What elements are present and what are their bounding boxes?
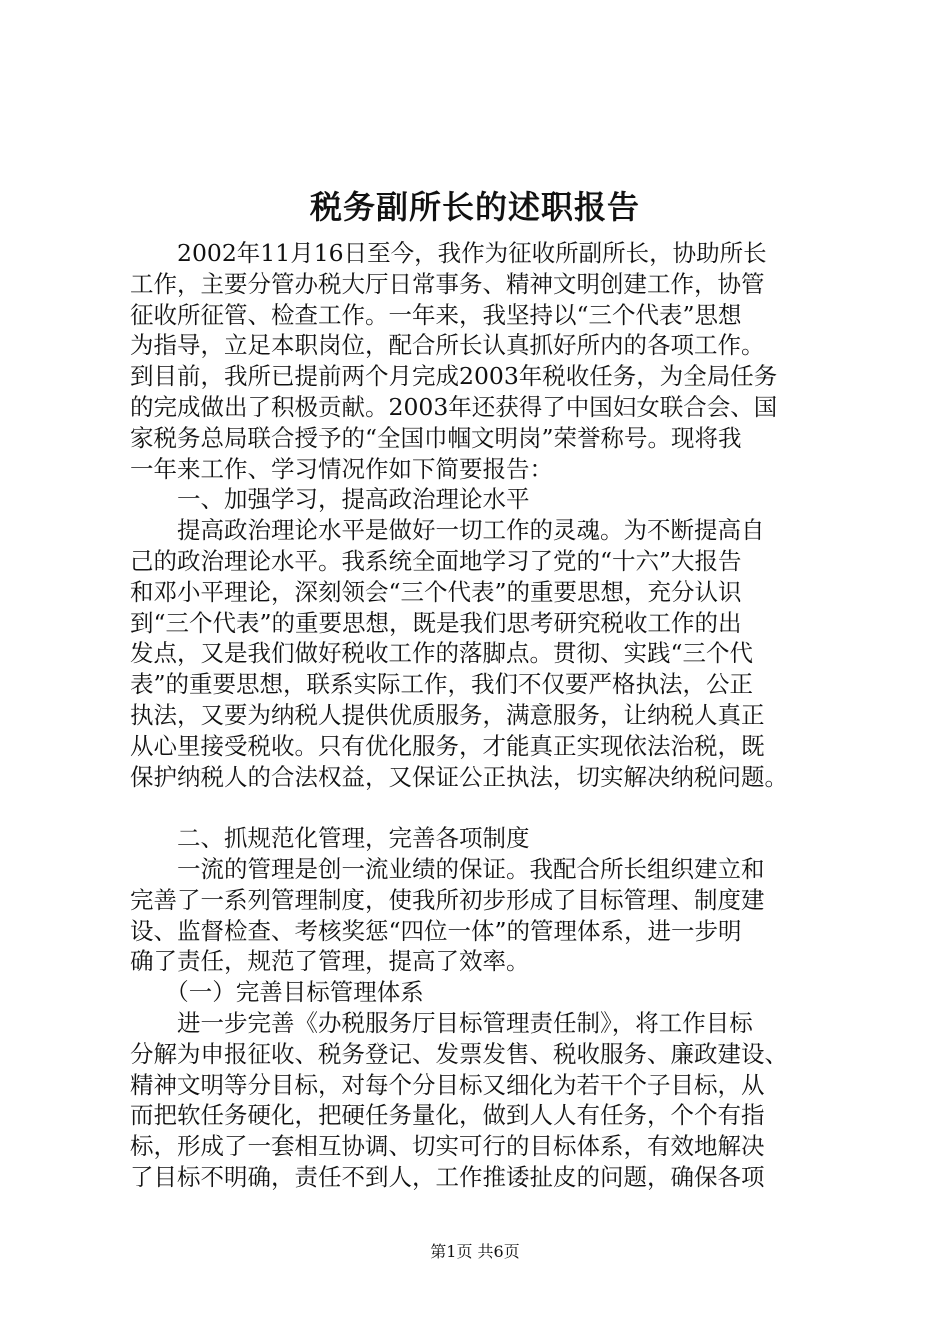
body-line: 精神文明等分目标，对每个分目标又细化为若干个子目标，从 (130, 1070, 765, 1099)
body-line: 工作，主要分管办税大厅日常事务、精神文明创建工作，协管 (130, 269, 765, 298)
body-line: 执法，又要为纳税人提供优质服务，满意服务，让纳税人真正 (130, 700, 765, 729)
section-heading: 一、加强学习，提高政治理论水平 (130, 485, 530, 514)
body-line: 提高政治理论水平是做好一切工作的灵魂。为不断提高自 (130, 516, 765, 545)
body-line: 一年来工作、学习情况作如下简要报告： (130, 454, 553, 483)
body-line: 到“三个代表”的重要思想，既是我们思考研究税收工作的出 (130, 608, 742, 637)
body-line: 征收所征管、检查工作。一年来，我坚持以“三个代表”思想 (130, 300, 742, 329)
body-line: 而把软任务硬化，把硬任务量化，做到人人有任务，个个有指 (130, 1101, 765, 1130)
subsection-heading: （一）完善目标管理体系 (130, 978, 424, 1007)
body-line: 从心里接受税收。只有优化服务，才能真正实现依法治税，既 (130, 731, 765, 760)
section-heading: 二、抓规范化管理，完善各项制度 (130, 824, 530, 853)
body-line: 标，形成了一套相互协调、切实可行的目标体系，有效地解决 (130, 1132, 765, 1161)
body-line: 为指导，立足本职岗位，配合所长认真抓好所内的各项工作。 (130, 331, 765, 360)
paragraph-gap (130, 792, 835, 823)
body-line: 家税务总局联合授予的“全国巾帼文明岗”荣誉称号。现将我 (130, 423, 742, 452)
body-line: 一流的管理是创一流业绩的保证。我配合所长组织建立和 (130, 854, 765, 883)
body-line: 分解为申报征收、税务登记、发票发售、税收服务、廉政建设、 (130, 1039, 788, 1068)
body-line: 了目标不明确，责任不到人，工作推诿扯皮的问题，确保各项 (130, 1162, 765, 1191)
document-title: 税务副所长的述职报告 (309, 188, 640, 226)
body-line: 设、监督检查、考核奖惩“四位一体”的管理体系，进一步明 (130, 916, 742, 945)
body-line: 保护纳税人的合法权益，又保证公正执法，切实解决纳税问题。 (130, 762, 788, 791)
body-line: 表”的重要思想，联系实际工作，我们不仅要严格执法，公正 (130, 670, 754, 699)
body-line: 进一步完善《办税服务厅目标管理责任制》，将工作目标 (130, 1008, 753, 1037)
body-line: 发点，又是我们做好税收工作的落脚点。贯彻、实践“三个代 (130, 639, 754, 668)
document-body (130, 238, 835, 1193)
body-line: 完善了一系列管理制度，使我所初步形成了目标管理、制度建 (130, 885, 765, 914)
page-number: 第1页 共6页 (430, 1242, 520, 1261)
body-line: 到目前，我所已提前两个月完成2003年税收任务，为全局任务 (130, 362, 778, 391)
body-line: 己的政治理论水平。我系统全面地学习了党的“十六”大报告 (130, 546, 742, 575)
body-line: 和邓小平理论，深刻领会“三个代表”的重要思想，充分认识 (130, 577, 742, 606)
body-line: 确了责任，规范了管理，提高了效率。 (130, 947, 530, 976)
body-line: 的完成做出了积极贡献。2003年还获得了中国妇女联合会、国 (130, 392, 778, 421)
body-line: 2002年11月16日至今，我作为征收所副所长，协助所长 (130, 239, 767, 267)
